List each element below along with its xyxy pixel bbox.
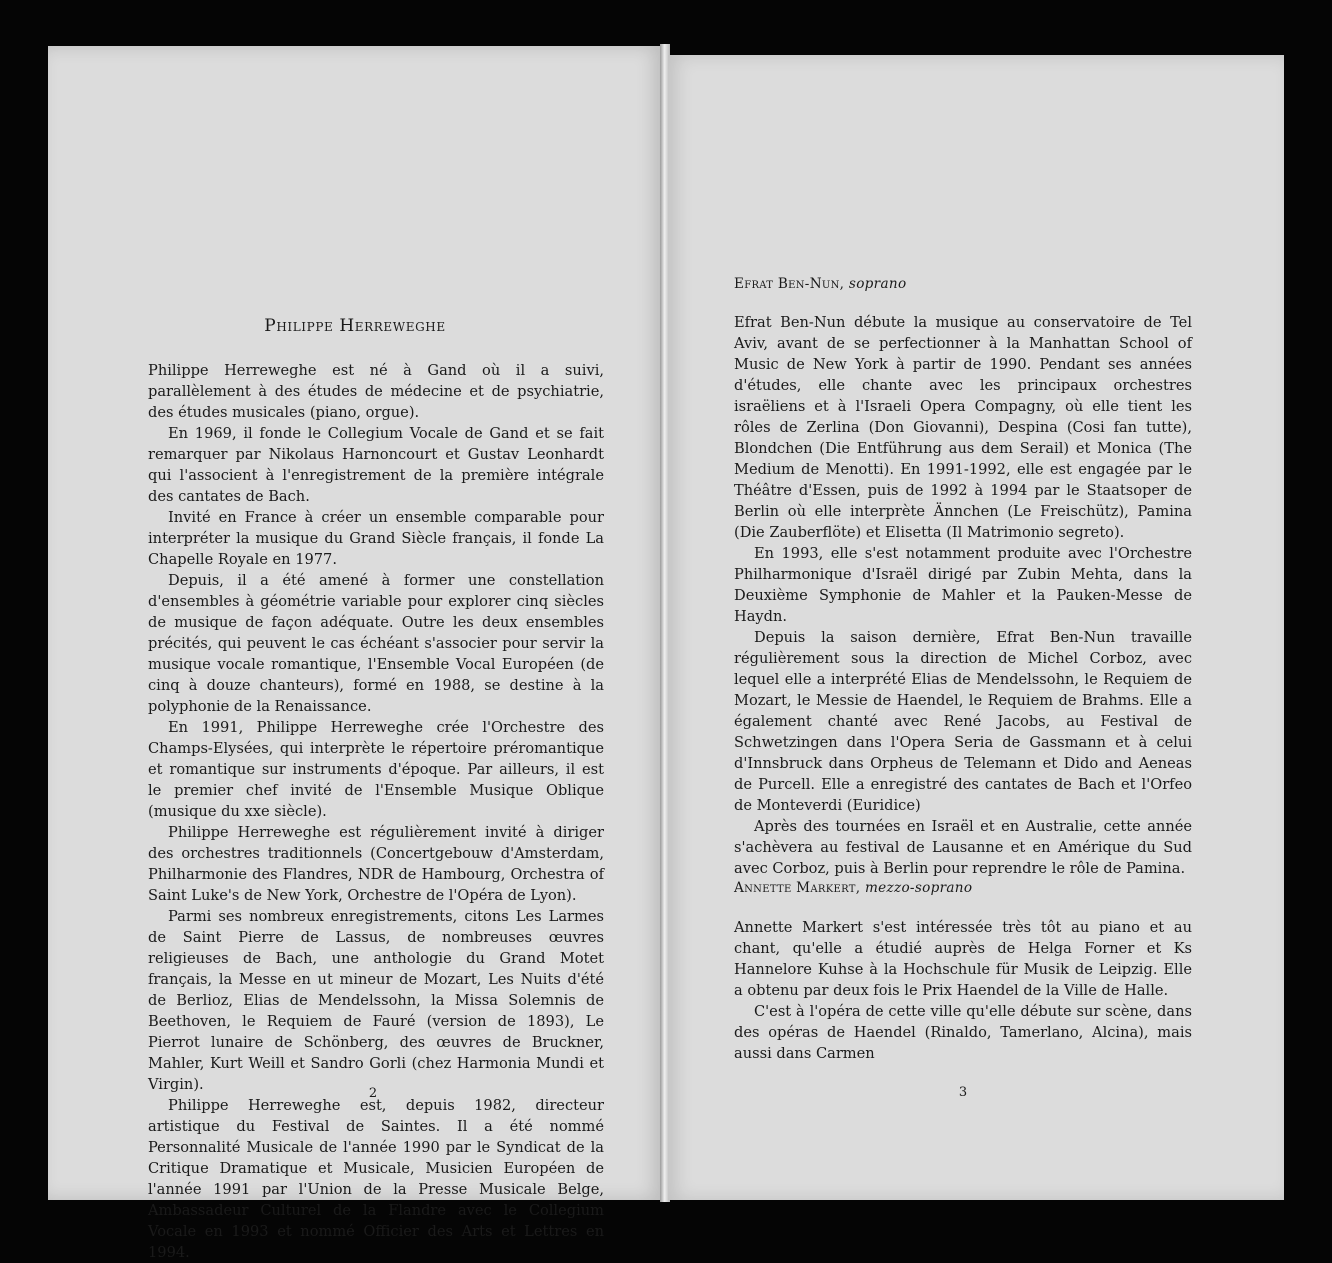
singer-name: Annette Markert, bbox=[734, 880, 861, 896]
paragraph: Depuis la saison dernière, Efrat Ben-Nun travaille régulièrement sous la direction de Michel Corboz, avec lequel elle a interprété Elias de Mendelssohn, le Requiem de Mozart, le Messie de Haendel, le Requiem de Brahms. Elle a également chanté avec René Jacobs, au Festival de Schwetzingen dans l'Opera Seria de Gassmann et à celui d'Innsbruck dans Orpheus de Telemann et Dido and Aeneas de Purcell. Elle a enregistré des cantates de Bach et l'Orfeo de Monteverdi (Euridice) bbox=[734, 629, 1192, 814]
paragraph: Annette Markert s'est intéressée très tôt au piano et au chant, qu'elle a étudié auprès de Helga Forner et Ks Hannelore Kuhse à la Hochschule für Musik de Leipzig. Elle a obtenu par deux fois le Prix Haendel de la Ville de Halle. bbox=[734, 919, 1192, 999]
singer-name: Efrat Ben-Nun, bbox=[734, 276, 845, 292]
paragraph: Efrat Ben-Nun débute la musique au conservatoire de Tel Aviv, avant de se perfectionner à la Manhattan School of Music de New York à partir de 1990. Pendant ses années d'études, elle chante avec les principaux orchestres israëliens et à l'Israeli Opera Compagny, où elle tient les rôles de Zerlina (Don Giovanni), Despina (Cosi fan tutte), Blondchen (Die Entführung aus dem Serail) et Monica (The Medium de Menotti). En 1991-1992, elle est engagée par le Théâtre d'Essen, puis de 1992 à 1994 par le Staatsoper de Berlin où elle interprète Ännchen (Le Freischütz), Pamina (Die Zauberflöte) et Elisetta (Il Matrimonio segreto). bbox=[734, 314, 1192, 541]
section-heading bbox=[734, 880, 1204, 896]
paragraph: En 1991, Philippe Herreweghe crée l'Orchestre des Champs-Elysées, qui interprète le répertoire préromantique et romantique sur instruments d'époque. Par ailleurs, il est le premier chef invité de l'Ensemble Musique Oblique (musique du xxe siècle). bbox=[148, 719, 604, 820]
biography-text bbox=[734, 312, 1192, 879]
page-number: 2 bbox=[368, 1086, 378, 1101]
paragraph: Depuis, il a été amené à former une constellation d'ensembles à géométrie variable pour explorer cinq siècles de musique de façon adéquate. Outre les deux ensembles précités, qui peuvent le cas échéant s'associer pour servir la musique vocale romantique, l'Ensemble Vocal Européen (de cinq à douze chanteurs), formé en 1988, se destine à la polyphonie de la Renaissance. bbox=[148, 572, 604, 715]
paragraph: Après des tournées en Israël et en Australie, cette année s'achèvera au festival de Lausanne et en Amérique du Sud avec Corboz, puis à Berlin pour reprendre le rôle de Pamina. bbox=[734, 818, 1192, 877]
paragraph: C'est à l'opéra de cette ville qu'elle débute sur scène, dans des opéras de Haendel (Rinaldo, Tamerlano, Alcina), mais aussi dans Carmen bbox=[734, 1003, 1192, 1062]
paragraph: En 1993, elle s'est notamment produite avec l'Orchestre Philharmonique d'Israël dirigé par Zubin Mehta, dans la Deuxième Symphonie de Mahler et la Pauken-Messe de Haydn. bbox=[734, 545, 1192, 625]
voice-type: mezzo-soprano bbox=[864, 880, 973, 896]
paragraph: Philippe Herreweghe est né à Gand où il a suivi, parallèlement à des études de médecine et de psychiatrie, des études musicales (piano, orgue). bbox=[148, 362, 604, 421]
right-page bbox=[668, 55, 1284, 1200]
paragraph: Philippe Herreweghe est régulièrement invité à diriger des orchestres traditionnels (Concertgebouw d'Amsterdam, Philharmonie des Flandres, NDR de Hambourg, Orchestra of Saint Luke's de New York, Orchestre de l'Opéra de Lyon). bbox=[148, 824, 604, 904]
section-heading bbox=[734, 276, 1204, 292]
paragraph: Invité en France à créer un ensemble comparable pour interpréter la musique du Grand Siècle français, il fonde La Chapelle Royale en 1977. bbox=[148, 509, 604, 568]
page-title: Philippe Herreweghe bbox=[264, 316, 446, 336]
paragraph: Philippe Herreweghe est, depuis 1982, directeur artistique du Festival de Saintes. Il a été nommé Personnalité Musicale de l'année 1990 par le Syndicat de la Critique Dramatique et Musicale, Musicien Européen de l'année 1991 par l'Union de la Presse Musicale Belge, Ambassadeur Culturel de la Flandre avec le Collegium Vocale en 1993 et nommé Officier des Arts et Lettres en 1994. bbox=[148, 1097, 604, 1261]
paragraph: Parmi ses nombreux enregistrements, citons Les Larmes de Saint Pierre de Lassus, de nombreuses œuvres religieuses de Bach, une anthologie du Grand Motet français, la Messe en ut mineur de Mozart, Les Nuits d'été de Berlioz, Elias de Mendelssohn, la Missa Solemnis de Beethoven, le Requiem de Fauré (version de 1893), Le Pierrot lunaire de Schönberg, des œuvres de Bruckner, Mahler, Kurt Weill et Sandro Gorli (chez Harmonia Mundi et Virgin). bbox=[148, 908, 604, 1093]
page-number: 3 bbox=[958, 1085, 968, 1100]
voice-type: soprano bbox=[848, 276, 907, 292]
paragraph: En 1969, il fonde le Collegium Vocale de Gand et se fait remarquer par Nikolaus Harnoncourt et Gustav Leonhardt qui l'associent à l'enregistrement de la première intégrale des cantates de Bach. bbox=[148, 425, 604, 505]
biography-text bbox=[734, 917, 1192, 1064]
left-page bbox=[48, 46, 662, 1261]
biography-text bbox=[148, 360, 604, 1263]
